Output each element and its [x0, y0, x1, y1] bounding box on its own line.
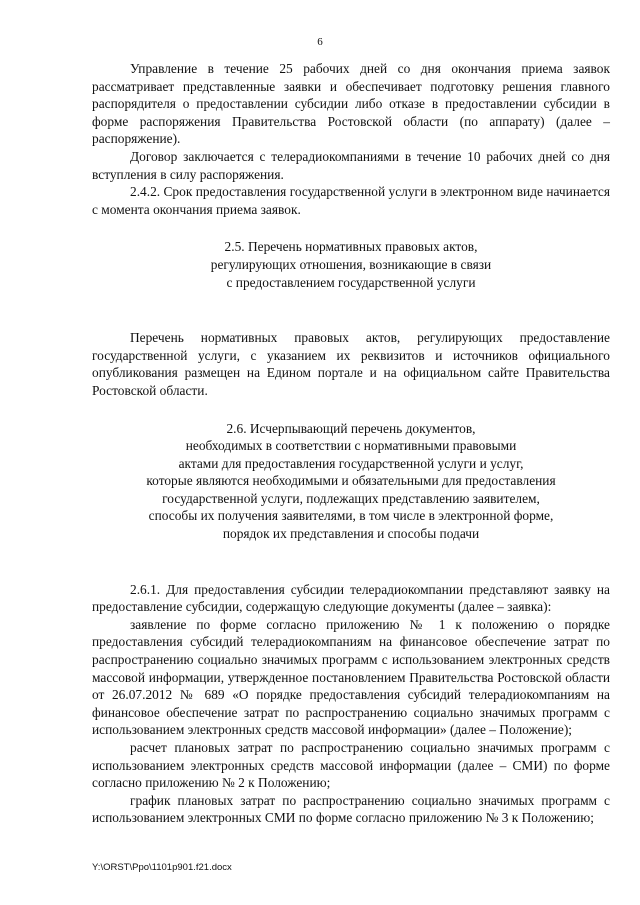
footer-file-path: Y:\ORST\Ppo\1101p901.f21.docx	[92, 862, 232, 873]
document-body	[92, 60, 610, 827]
heading-line: которые являются необходимыми и обязательными для предоставления	[146, 473, 556, 489]
paragraph: график плановых затрат по распространению социально значимых программ с использованием электронных СМИ по форме согласно приложению № 3 к Положению;	[92, 792, 610, 826]
paragraph: 2.6.1. Для предоставления субсидии телерадиокомпании представляют заявку на предоставление субсидии, содержащую следующие документы (далее – заявка):	[92, 581, 610, 615]
paragraph: заявление по форме согласно приложению № 1 к положению о порядке предоставления субсидий телерадиокомпаниям на финансовое обеспечение затрат по распространению социально значимых программ с использованием электронных средств массовой информации, утвержденное постановлением Правительства Ростовской области от 26.07.2012 № 689 «О порядке предоставления субсидий телерадиокомпаниям на финансовое обеспечение затрат по распространению социально значимых программ с использованием электронных средств массовой информации» (далее – Положение);	[92, 616, 610, 738]
paragraph: Договор заключается с телерадиокомпаниями в течение 10 рабочих дней со дня вступления в силу распоряжения.	[92, 148, 610, 182]
heading-line: с предоставлением государственной услуги	[226, 274, 476, 290]
heading-line: необходимых в соответствии с нормативными правовыми	[185, 438, 517, 454]
heading-line: государственной услуги, подлежащих представлению заявителем,	[162, 490, 540, 506]
paragraph: Управление в течение 25 рабочих дней со дня окончания приема заявок рассматривает представленные заявки и обеспечивает подготовку решения главного распорядителя о предоставлении субсидии либо отказе в предоставлении субсидии в форме распоряжения Правительства Ростовской области (по аппарату) (далее – распоряжение).	[92, 61, 610, 147]
heading-line: регулирующих отношения, возникающие в связи	[210, 256, 492, 272]
heading-line: способы их получения заявителями, в том числе в электронной форме,	[148, 508, 554, 524]
section-heading-2-5	[92, 238, 610, 291]
paragraph: Перечень нормативных правовых актов, регулирующих предоставление государственной услуги, с указанием их реквизитов и источников официального опубликования размещен на Едином портале и на официальном сайте Правительства Ростовской области.	[92, 330, 610, 398]
paragraph: расчет плановых затрат по распространению социально значимых программ с использованием электронных средств массовой информации (далее – СМИ) по форме согласно приложению № 2 к Положению;	[92, 740, 610, 791]
paragraph: 2.4.2. Срок предоставления государственной услуги в электронном виде начинается с момента окончания приема заявок.	[92, 184, 610, 217]
heading-line: актами для предоставления государственной услуги и услуг,	[178, 455, 524, 471]
page-number: 6	[317, 36, 323, 48]
section-heading-2-6	[92, 420, 610, 543]
heading-line: 2.6. Исчерпывающий перечень документов,	[226, 420, 476, 436]
heading-line: 2.5. Перечень нормативных правовых актов,	[224, 239, 478, 255]
heading-line: порядок их представления и способы подачи	[222, 526, 480, 542]
